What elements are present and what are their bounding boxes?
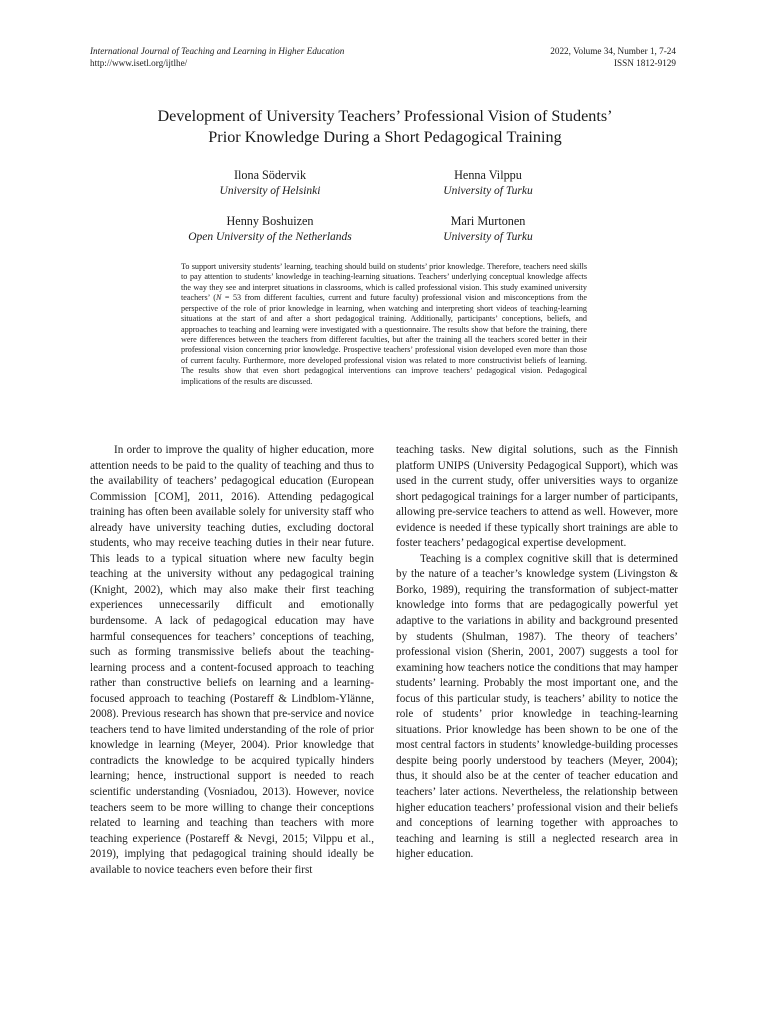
author-affiliation: University of Turku: [443, 185, 533, 197]
author-affiliation: University of Helsinki: [219, 185, 321, 197]
abstract-text-b: = 53 from different faculties, current and future faculty) professional vision and misconceptions from the perspective of the role of prior knowledge in learning, when watching and interpreting short videos of teaching-learning situations at the start of and after a short pedagogical training. Additionally, participants’ conceptions, beliefs, and approaches to teaching and learning were investigated with a questionnaire. The results show that before the training, there were differences between the teachers from different faculties, but after the training all the teachers scored better in their professional vision concerning prior knowledge. Prospective teachers’ professional vision developed even more than those of current faculty. Furthermore, more developed professional vision was related to more constructivist beliefs of learning. The results show that even short pedagogical interventions can improve teachers’ pedagogical vision. Pedagogical implications of the results are discussed.: [181, 293, 588, 386]
author-affiliation: University of Turku: [443, 231, 533, 243]
author-affiliation: Open University of the Netherlands: [188, 231, 352, 243]
author-name: Henny Boshuizen: [226, 214, 314, 228]
abstract-text-a: To support university students’ learning, teaching should build on students’ prior knowledge. Therefore, teachers need skills to pay attention to students’ knowledge in teaching-learning situations. Teachers’ underlying conceptual knowledge affects the way they see and interpret situations in classrooms, which is called professional vision. This study examined university teachers’ (: [181, 262, 587, 303]
running-header-left: [90, 46, 344, 69]
author-name: Henna Vilppu: [454, 168, 522, 182]
abstract: [181, 262, 587, 387]
body-paragraph-continued: teaching tasks. New digital solutions, such as the Finnish platform UNIPS (University Pedagogical Support), which was used in the current study, offer universities ways to organize short pedagogical trainings for a larger number of participants, allowing pre-service teachers to attend as well. However, more evidence is needed if these typically short trainings are able to foster teachers’ pedagogical expertise development.: [396, 444, 678, 550]
author-name: Ilona Södervik: [233, 168, 307, 182]
sample-size-symbol: N: [215, 293, 222, 303]
author-name: Mari Murtonen: [450, 214, 526, 228]
body-paragraph: Teaching is a complex cognitive skill that is determined by the nature of a teacher’s knowledge system (Livingston & Borko, 1989), requiring the transformation of subject-matter knowledge into forms that are pedagogically powerful yet adaptive to the variations in ability and background presented by students (Shulman, 1987). The theory of teachers’ professional vision (Sherin, 2001, 2007) suggests a tool for examining how teachers notice the conditions that may hamper students’ learning. Probably the most important one, and the focus of this particular study, is teachers’ ability to notice the role of students’ prior knowledge in teaching-learning situations. Prior knowledge has been shown to be one of the most central factors in students’ knowledge-building processes despite being poorly understood by teachers (Meyer, 2004); thus, it should also be at the center of teacher education and teachers’ later actions. Nevertheless, the relationship between higher education teachers’ professional vision and their beliefs and conceptions of learning together with approaches to teaching and learning is still a neglected research area in higher education.: [396, 552, 678, 861]
body-paragraph: In order to improve the quality of higher education, more attention needs to be paid to the quality of teaching and thus to the availability of teachers’ pedagogical education (European Commission [COM], 2011, 2016). Attending pedagogical training has often been available solely for university staff who already have university teaching duties, excluding doctoral students, who may receive teaching duties in their near future. This leads to a typical situation where new faculty begin teaching at the university without any pedagogical training (Knight, 2002), which may also make their first teaching experiences unnecessarily difficult and emotionally burdensome. A lack of pedagogical education may have harmful consequences for teachers’ conceptions of teaching, such as forming transmissive beliefs about the teaching-learning process and a content-focused approach to teaching rather than constructive beliefs on learning and a learning-focused approach to teaching (Postareff & Lindblom-Ylänne, 2008). Previous research has shown that pre-service and novice teachers tend to have limited understanding of the role of prior knowledge in learning (Meyer, 2004). Prior knowledge that contradicts the knowledge to be acquired typically hinders learning; hence, instructional support is needed to reach scientific understanding (Vosniadou, 2013). However, novice teachers seem to be more willing to change their conceptions related to learning and teaching than teachers with more teaching experience (Postareff & Nevgi, 2015; Vilppu et al., 2019), implying that pedagogical training should ideally be available to novice teachers even before their first: [90, 444, 374, 876]
author-block: [388, 167, 588, 199]
author-block: [170, 167, 370, 199]
title-line-2: Prior Knowledge During a Short Pedagogical Training: [208, 128, 562, 146]
journal-url: http://www.isetl.org/ijtlhe/: [90, 57, 188, 68]
body-column-right: [396, 443, 678, 863]
body-column-left: [90, 443, 374, 878]
volume-info: 2022, Volume 34, Number 1, 7-24: [550, 46, 676, 56]
journal-name: International Journal of Teaching and Learning in Higher Education: [90, 46, 345, 56]
running-header-right: [550, 46, 676, 69]
paper-title: [90, 106, 680, 148]
author-block: [170, 213, 370, 245]
title-line-1: Development of University Teachers’ Professional Vision of Students’: [157, 107, 613, 125]
issn: ISSN 1812-9129: [613, 57, 676, 68]
author-block: [388, 213, 588, 245]
